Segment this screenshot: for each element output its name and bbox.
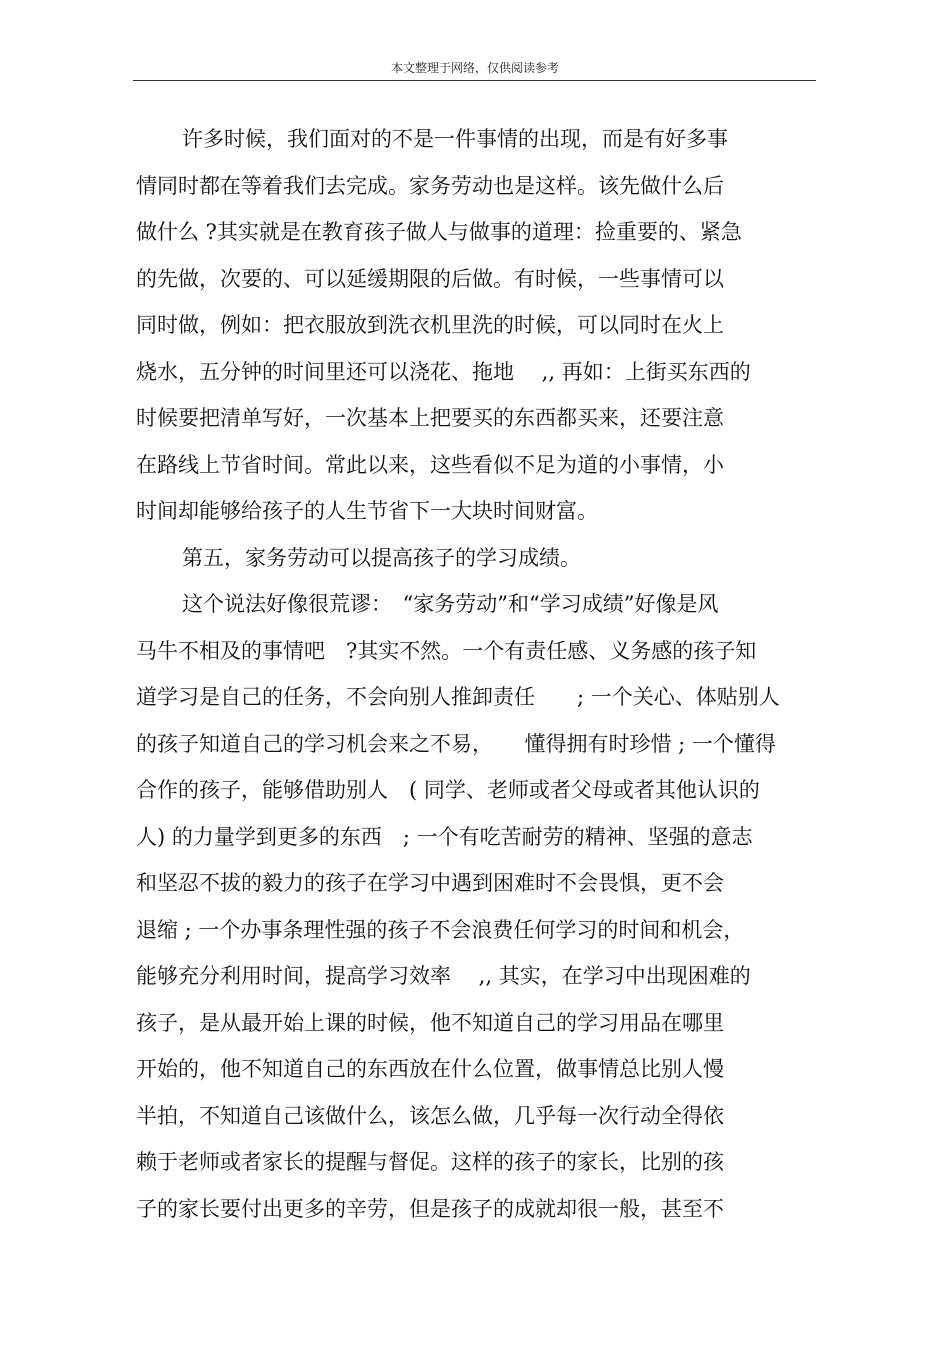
text-line: 孩子，是从最开始上课的时候，他不知道自己的学习用品在哪里 [136,1010,724,1035]
text-line: 和坚忍不拔的毅力的孩子在学习中遇到困难时不会畏惧，更不会 [136,871,724,895]
text-line: 的先做，次要的、可以延缓期限的后做。有时候，一些事情可以 [136,266,724,291]
text-line: 马牛不相及的事情吧 ?其实不然。一个有责任感、义务感的孩子知 [136,638,757,663]
text-line: 在路线上节省时间。常此以来，这些看似不足为道的小事情，小 [136,452,724,477]
text-line: 的孩子知道自己的学习机会来之不易， 懂得拥有时珍惜 ; 一个懂得 [136,731,776,756]
header-divider [133,80,816,81]
text-line: 人) 的力量学到更多的东西 ; 一个有吃苦耐劳的精神、坚强的意志 [136,824,753,849]
text-line: 时候要把清单写好，一次基本上把要买的东西都买来，还要注意 [136,406,724,430]
document-body [136,116,826,1232]
text-line: 许多时候，我们面对的不是一件事情的出现，而是有好多事 [182,127,728,151]
text-line: 合作的孩子，能够借助别人 ( 同学、老师或者父母或者其他认识的 [136,778,760,802]
page-header: 本文整理于网络，仅供阅读参考 [390,61,559,75]
text-line: 开始的，他不知道自己的东西放在什么位置，做事情总比别人慢 [136,1057,724,1081]
text-line: 情同时都在等着我们去完成。家务劳动也是这样。该先做什么后 [136,173,724,198]
text-line: 同时做，例如：把衣服放到洗衣机里洗的时候，可以同时在火上 [136,313,724,337]
text-line: 能够充分利用时间，提高学习效率 ,, 其实，在学习中出现困难的 [136,964,751,988]
text-line: 道学习是自己的任务，不会向别人推卸责任 ; 一个关心、体贴别人 [136,685,780,709]
text-line: 时间却能够给孩子的人生节省下一大块时间财富。 [136,499,598,523]
text-line: 退缩 ; 一个办事条理性强的孩子不会浪费任何学习的时间和机会， [136,917,745,942]
text-line: 做什么 ?其实就是在教育孩子做人与做事的道理：捡重要的、紧急 [136,220,742,244]
section-heading: 第五，家务劳动可以提高孩子的学习成绩。 [182,545,581,570]
text-line: 子的家长要付出更多的辛劳，但是孩子的成就却很一般，甚至不 [136,1196,724,1221]
text-line: 赖于老师或者家长的提醒与督促。这样的孩子的家长，比别的孩 [136,1150,724,1174]
text-line: 烧水，五分钟的时间里还可以浇花、拖地 ,, 再如：上街买东西的 [136,359,751,384]
text-line: 半拍，不知道自己该做什么，该怎么做，几乎每一次行动全得依 [136,1103,724,1128]
text-line: 这个说法好像很荒谬： “家务劳动”和“学习成绩”好像是风 [182,592,719,616]
